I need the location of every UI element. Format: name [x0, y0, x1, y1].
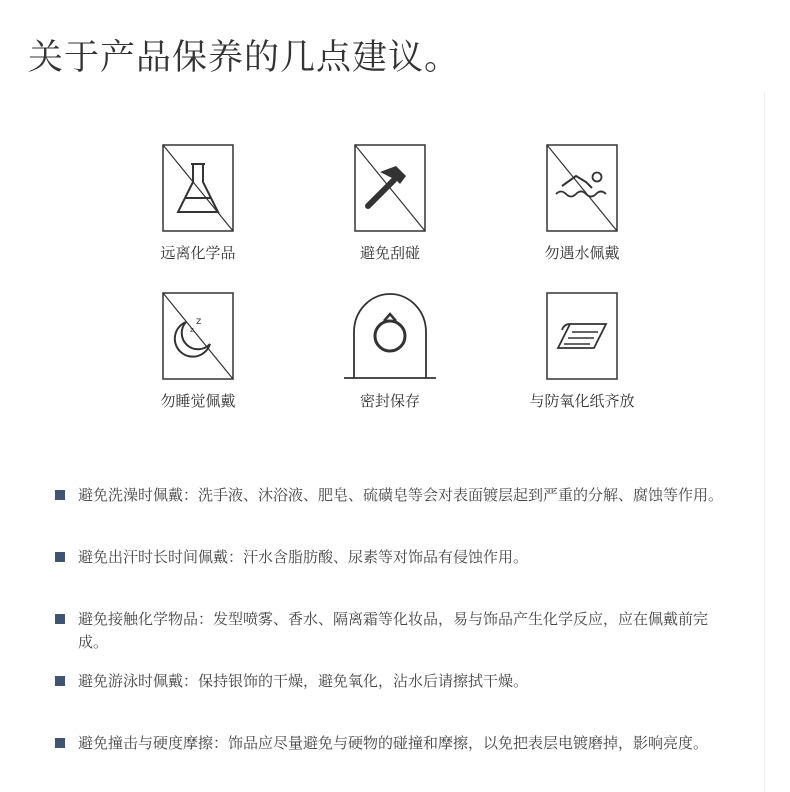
- bullet-icon: [55, 738, 65, 748]
- no-sleeping-icon: [162, 292, 234, 380]
- tip-item: [55, 546, 725, 569]
- care-item-no-scratch: [295, 144, 485, 263]
- anti-oxidation-paper-icon: [546, 292, 618, 380]
- bullet-icon: [55, 552, 65, 562]
- bullet-icon: [55, 614, 65, 624]
- sealed-ring-icon: [342, 292, 438, 380]
- care-label: 勿睡觉佩戴: [160, 392, 236, 410]
- care-label: 密封保存: [359, 392, 420, 410]
- care-label: 勿遇水佩戴: [544, 244, 620, 262]
- tip-item: [55, 608, 725, 654]
- tip-text: 避免出汗时长时间佩戴：汗水含脂肪酸、尿素等对饰品有侵蚀作用。: [78, 548, 529, 566]
- no-chemicals-icon: [162, 144, 234, 232]
- page-title: 关于产品保养的几点建议。: [28, 38, 461, 78]
- tip-item: [55, 670, 725, 693]
- tip-text: 避免接触化学物品：发型喷雾、香水、隔离霜等化妆品，易与饰品产生化学反应，应在佩戴前完成。: [78, 610, 709, 651]
- bullet-icon: [55, 490, 65, 500]
- tip-item: [55, 732, 725, 755]
- care-label: 避免刮碰: [359, 244, 420, 262]
- no-hammer-icon: [354, 144, 426, 232]
- bullet-icon: [55, 676, 65, 686]
- care-label: 与防氧化纸齐放: [529, 392, 635, 410]
- right-divider: [764, 92, 765, 792]
- care-item-no-chemicals: [103, 144, 293, 263]
- svg-text:z: z: [196, 316, 202, 327]
- care-item-sealed-storage: [295, 292, 485, 411]
- care-item-no-sleeping: [103, 292, 293, 411]
- no-swimming-icon: [546, 144, 618, 232]
- care-label: 远离化学品: [160, 244, 236, 262]
- tip-text: 避免撞击与硬度摩擦：饰品应尽量避免与硬物的碰撞和摩擦，以免把表层电镀磨掉，影响亮度。: [78, 734, 709, 752]
- tip-text: 避免游泳时佩戴：保持银饰的干燥，避免氧化，沾水后请擦拭干燥。: [78, 672, 529, 690]
- care-item-no-water: [487, 144, 677, 263]
- care-item-anti-oxidation: [487, 292, 677, 411]
- svg-text:z: z: [190, 326, 194, 334]
- tip-text: 避免洗澡时佩戴：洗手液、沐浴液、肥皂、硫磺皂等会对表面镀层起到严重的分解、腐蚀等作用。: [78, 486, 724, 504]
- tip-item: [55, 484, 725, 507]
